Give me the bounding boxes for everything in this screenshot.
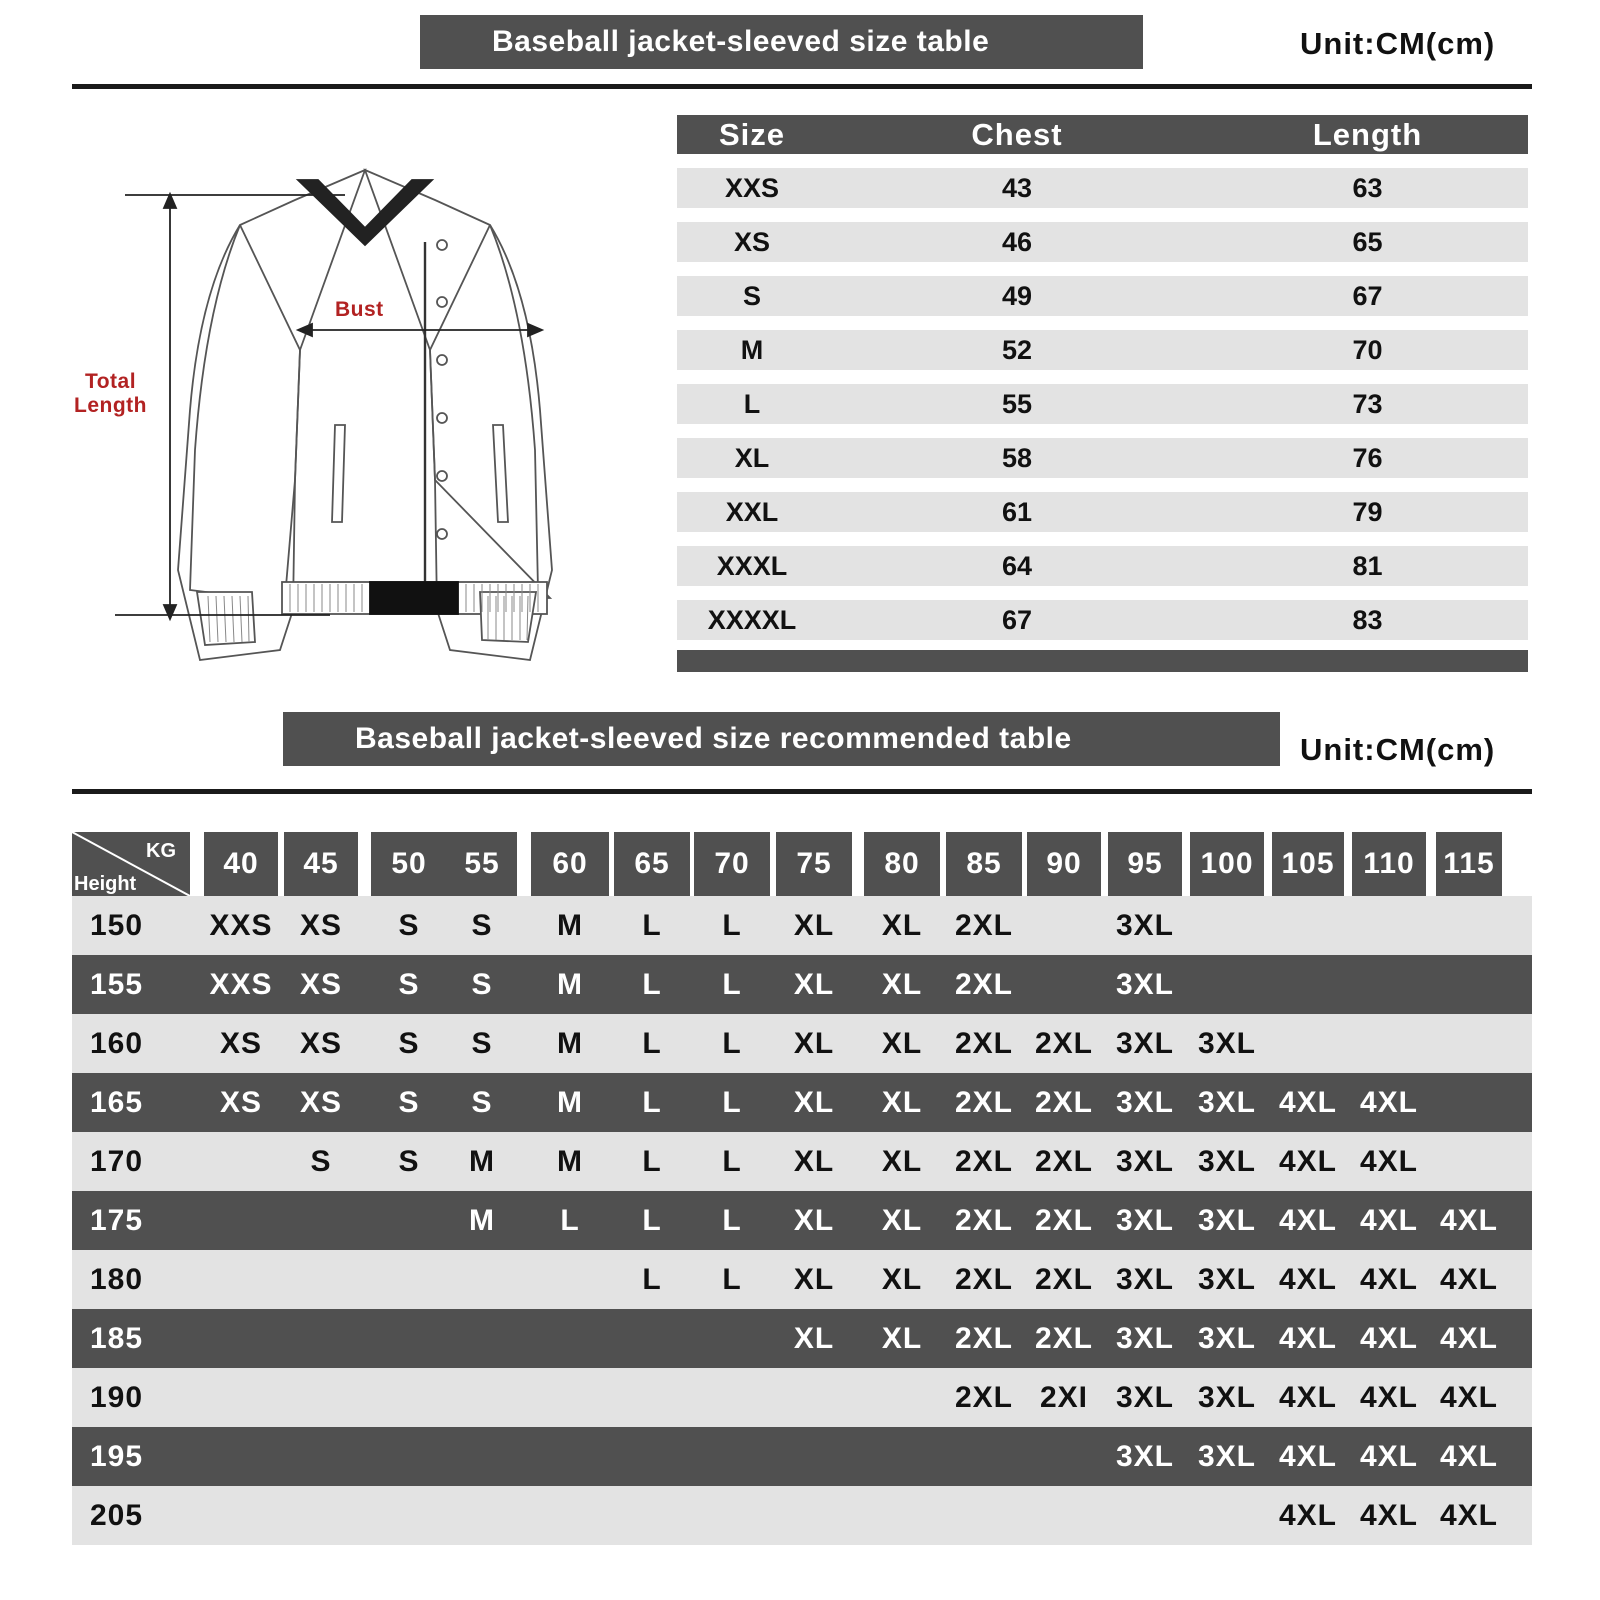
height-row <box>72 1191 1532 1250</box>
recommended-size-cell <box>612 1486 692 1545</box>
recommended-size-cell <box>612 1427 692 1486</box>
recommended-size-cell <box>1024 1427 1104 1486</box>
jacket-measurement-diagram <box>60 150 670 675</box>
length-header: Length <box>1312 116 1423 152</box>
recommended-size-cell: 4XL <box>1439 1498 1499 1532</box>
recommended-size-cell <box>1024 1486 1104 1545</box>
height-value: 150 <box>90 908 144 942</box>
recommended-size-cell: L <box>642 1144 662 1178</box>
height-value: 190 <box>90 1380 144 1414</box>
recommend-table-title: Baseball jacket-sleeved size recommended table <box>355 722 1072 755</box>
height-value: 175 <box>90 1203 144 1237</box>
height-row <box>72 1486 1532 1545</box>
size-table-row <box>677 546 1528 586</box>
recommended-size-cell: L <box>642 967 662 1001</box>
weight-header-cell: 90 <box>1027 832 1101 896</box>
recommended-size-cell <box>442 1250 522 1309</box>
recommended-size-cell: 2XL <box>1034 1085 1094 1119</box>
recommended-size-cell: 4XL <box>1439 1439 1499 1473</box>
recommended-size-cell: 2XL <box>954 1203 1014 1237</box>
middle-divider <box>72 789 1532 794</box>
recommended-size-cell: 4XL <box>1278 1203 1338 1237</box>
size-table-row <box>677 492 1528 532</box>
recommended-size-cell <box>281 1191 361 1250</box>
height-row <box>72 955 1532 1014</box>
recommended-size-cell <box>281 1427 361 1486</box>
recommended-size-cell: 3XL <box>1115 1144 1175 1178</box>
recommend-table-title-banner <box>283 712 1280 766</box>
recommended-size-cell: XL <box>881 908 923 942</box>
recommended-size-cell: M <box>557 1144 583 1178</box>
total-length-label <box>74 370 147 418</box>
recommended-size-cell <box>442 1309 522 1368</box>
recommended-size-cell: 2XL <box>954 1026 1014 1060</box>
chest-cell: 55 <box>1001 388 1033 419</box>
length-cell: 63 <box>1352 172 1383 203</box>
recommended-size-cell <box>774 1486 854 1545</box>
recommended-size-cell <box>774 1368 854 1427</box>
recommended-size-cell <box>692 1309 772 1368</box>
height-row <box>72 1427 1532 1486</box>
recommended-size-cell: S <box>398 967 420 1001</box>
length-cell: 70 <box>1352 334 1383 365</box>
size-table-unit: Unit:CM(cm) <box>1300 26 1496 61</box>
recommended-size-cell <box>1429 896 1509 955</box>
recommended-size-cell: L <box>722 1085 742 1119</box>
recommended-size-cell <box>201 1191 281 1250</box>
recommended-size-cell: 2XL <box>954 908 1014 942</box>
recommended-size-cell <box>281 1486 361 1545</box>
recommended-size-cell: S <box>471 908 493 942</box>
weight-header-cell: 95 <box>1108 832 1182 896</box>
recommended-size-cell: S <box>471 967 493 1001</box>
recommended-size-cell: XL <box>793 1321 835 1355</box>
recommended-size-cell <box>530 1427 610 1486</box>
length-cell: 81 <box>1352 550 1383 581</box>
chest-cell: 46 <box>1001 226 1033 257</box>
recommended-size-cell <box>774 1427 854 1486</box>
size-cell: XL <box>734 442 770 473</box>
grid-corner-cell <box>72 832 190 896</box>
recommended-size-cell: 4XL <box>1278 1144 1338 1178</box>
recommended-size-cell <box>530 1309 610 1368</box>
recommended-size-cell: L <box>642 1262 662 1296</box>
recommended-size-cell <box>201 1250 281 1309</box>
recommended-size-cell: XL <box>793 1203 835 1237</box>
recommended-size-cell: M <box>557 967 583 1001</box>
recommended-size-cell: XS <box>299 967 343 1001</box>
size-table-row <box>677 438 1528 478</box>
length-cell: 83 <box>1352 604 1383 635</box>
height-value: 205 <box>90 1498 144 1532</box>
recommended-size-cell: 4XL <box>1359 1085 1419 1119</box>
recommended-size-cell: 4XL <box>1439 1262 1499 1296</box>
recommended-size-cell: 3XL <box>1197 1026 1257 1060</box>
height-value: 170 <box>90 1144 144 1178</box>
weight-header-cell: 100 <box>1190 832 1264 896</box>
recommended-size-cell: L <box>722 1203 742 1237</box>
recommended-size-cell <box>1024 955 1104 1014</box>
recommended-size-cell: L <box>722 1026 742 1060</box>
recommended-size-cell <box>1429 1073 1509 1132</box>
size-cell: S <box>742 280 761 311</box>
size-cell: M <box>740 334 764 365</box>
recommended-size-cell: S <box>398 1144 420 1178</box>
recommended-size-cell: 2XL <box>954 1085 1014 1119</box>
recommended-size-cell: XS <box>299 1026 343 1060</box>
recommended-size-cell: 4XL <box>1359 1498 1419 1532</box>
size-table-row <box>677 168 1528 208</box>
recommended-size-cell <box>369 1191 449 1250</box>
recommended-size-cell: XL <box>881 967 923 1001</box>
recommended-size-cell: 3XL <box>1115 1026 1175 1060</box>
recommended-size-cell <box>369 1427 449 1486</box>
size-table-header <box>677 115 1528 154</box>
height-value: 180 <box>90 1262 144 1296</box>
weight-header-cell: 75 <box>776 832 852 896</box>
chest-cell: 64 <box>1001 550 1033 581</box>
recommended-size-cell <box>201 1309 281 1368</box>
recommended-size-cell: L <box>722 908 742 942</box>
recommended-size-cell <box>1429 1132 1509 1191</box>
recommended-size-cell <box>369 1486 449 1545</box>
recommended-size-cell <box>442 1368 522 1427</box>
recommended-size-cell: XL <box>881 1085 923 1119</box>
size-table-row <box>677 276 1528 316</box>
weight-header-cell: 115 <box>1436 832 1502 896</box>
top-divider <box>72 84 1532 89</box>
recommended-size-cell: 3XL <box>1197 1144 1257 1178</box>
recommended-size-cell: 4XL <box>1278 1380 1338 1414</box>
recommended-size-cell: S <box>471 1026 493 1060</box>
recommended-size-cell: L <box>642 1203 662 1237</box>
recommended-size-cell: 4XL <box>1359 1144 1419 1178</box>
weight-header-cell: 40 <box>204 832 278 896</box>
recommended-size-cell <box>201 1427 281 1486</box>
recommended-size-cell: 3XL <box>1197 1380 1257 1414</box>
height-value: 165 <box>90 1085 144 1119</box>
length-cell: 79 <box>1352 496 1383 527</box>
recommended-size-cell: XL <box>793 1144 835 1178</box>
height-value: 195 <box>90 1439 144 1473</box>
total-length-label-line1: Total <box>84 370 137 393</box>
recommended-size-cell <box>1349 1014 1429 1073</box>
recommended-size-cell: 3XL <box>1115 967 1175 1001</box>
recommended-size-cell: S <box>398 1026 420 1060</box>
recommended-size-cell: XS <box>299 908 343 942</box>
size-table-row <box>677 600 1528 640</box>
size-table-title: Baseball jacket-sleeved size table <box>492 25 990 58</box>
recommended-size-cell <box>1268 896 1348 955</box>
recommended-size-cell: XL <box>881 1203 923 1237</box>
recommended-size-cell: 3XL <box>1115 1380 1175 1414</box>
recommended-size-cell: 2XL <box>954 1144 1014 1178</box>
recommended-size-cell: 3XL <box>1115 1085 1175 1119</box>
recommended-size-cell: L <box>560 1203 580 1237</box>
size-header: Size <box>718 116 786 152</box>
recommended-size-cell: 4XL <box>1278 1439 1338 1473</box>
length-cell: 65 <box>1352 226 1383 257</box>
size-table-body <box>677 168 1528 640</box>
recommended-size-cell: 4XL <box>1359 1321 1419 1355</box>
recommended-size-cell <box>369 1309 449 1368</box>
recommended-size-cell: XXS <box>209 908 273 942</box>
recommended-size-cell: 3XL <box>1115 1262 1175 1296</box>
length-cell: 76 <box>1352 442 1383 473</box>
height-row <box>72 1132 1532 1191</box>
recommended-size-cell: 4XL <box>1278 1262 1338 1296</box>
recommended-size-cell: 3XL <box>1197 1262 1257 1296</box>
recommended-size-cell <box>1349 955 1429 1014</box>
recommended-size-cell <box>1187 896 1267 955</box>
size-table-footer-bar <box>677 650 1528 672</box>
recommended-size-cell <box>442 1486 522 1545</box>
recommended-size-cell <box>862 1486 942 1545</box>
height-row <box>72 896 1532 955</box>
recommended-size-cell: L <box>642 908 662 942</box>
size-table-row <box>677 384 1528 424</box>
recommended-size-cell <box>1105 1486 1185 1545</box>
recommended-size-cell: M <box>557 1026 583 1060</box>
recommended-size-cell: 4XL <box>1278 1498 1338 1532</box>
recommended-size-cell <box>612 1368 692 1427</box>
recommended-size-cell: L <box>642 1085 662 1119</box>
recommended-size-cell <box>369 1368 449 1427</box>
weight-header-cell: 85 <box>946 832 1022 896</box>
chest-cell: 43 <box>1001 172 1033 203</box>
recommended-size-cell: 3XL <box>1197 1321 1257 1355</box>
height-row <box>72 1250 1532 1309</box>
chest-cell: 49 <box>1001 280 1033 311</box>
height-row <box>72 1073 1532 1132</box>
recommended-size-cell: 3XL <box>1115 908 1175 942</box>
height-axis-label: Height <box>74 873 137 895</box>
size-cell: XXL <box>725 496 779 527</box>
recommended-size-cell: XL <box>881 1026 923 1060</box>
recommended-size-cell: 2XL <box>1034 1144 1094 1178</box>
recommended-size-cell <box>1187 955 1267 1014</box>
recommended-size-cell: L <box>722 967 742 1001</box>
recommended-size-cell <box>281 1309 361 1368</box>
recommended-size-cell <box>530 1486 610 1545</box>
recommended-size-cell: 3XL <box>1197 1439 1257 1473</box>
height-value: 160 <box>90 1026 144 1060</box>
recommended-size-cell: XL <box>793 1026 835 1060</box>
size-cell: XXXL <box>716 550 788 581</box>
height-value: 185 <box>90 1321 144 1355</box>
recommended-size-cell: 3XL <box>1197 1085 1257 1119</box>
recommend-grid-body <box>72 896 1532 1545</box>
recommended-size-cell <box>692 1368 772 1427</box>
recommended-size-cell: 3XL <box>1197 1203 1257 1237</box>
recommended-size-cell: S <box>398 908 420 942</box>
recommended-size-cell <box>1268 955 1348 1014</box>
recommended-size-cell: M <box>469 1144 495 1178</box>
jacket-outline-drawing <box>60 150 670 670</box>
recommended-size-cell: L <box>722 1262 742 1296</box>
recommended-size-cell: L <box>642 1026 662 1060</box>
recommended-size-cell: 2XL <box>1034 1026 1094 1060</box>
recommended-size-cell <box>369 1250 449 1309</box>
recommended-size-cell: S <box>310 1144 332 1178</box>
bust-label: Bust <box>335 298 384 321</box>
chest-header: Chest <box>971 116 1063 152</box>
size-table-title-banner <box>420 15 1143 69</box>
recommended-size-cell <box>442 1427 522 1486</box>
recommended-size-cell <box>692 1427 772 1486</box>
chest-cell: 52 <box>1001 334 1033 365</box>
size-table-row <box>677 330 1528 370</box>
recommended-size-cell <box>281 1250 361 1309</box>
recommended-size-cell: 4XL <box>1359 1262 1419 1296</box>
recommended-size-cell: XXS <box>209 967 273 1001</box>
weight-header-cell: 70 <box>694 832 770 896</box>
recommended-size-cell <box>612 1309 692 1368</box>
recommended-size-cell <box>944 1427 1024 1486</box>
recommended-size-cell: XL <box>793 1085 835 1119</box>
weight-header-cell: 65 <box>614 832 690 896</box>
recommended-size-cell: XL <box>881 1144 923 1178</box>
chest-cell: 61 <box>1001 496 1033 527</box>
recommended-size-cell <box>1349 896 1429 955</box>
recommended-size-cell <box>862 1427 942 1486</box>
size-cell: XXS <box>724 172 780 203</box>
recommended-size-cell: XL <box>881 1321 923 1355</box>
weight-header-cell: 55 <box>447 832 517 896</box>
recommended-size-cell: XS <box>219 1085 263 1119</box>
recommended-size-cell: 2XI <box>1039 1380 1089 1414</box>
recommended-size-cell: XL <box>793 908 835 942</box>
length-cell: 73 <box>1352 388 1383 419</box>
recommended-size-cell: 4XL <box>1359 1380 1419 1414</box>
total-length-label-line2: Length <box>74 394 147 417</box>
weight-axis-label: KG <box>146 840 176 862</box>
recommended-size-cell: XL <box>881 1262 923 1296</box>
length-cell: 67 <box>1352 280 1383 311</box>
weight-header-cell: 45 <box>284 832 358 896</box>
recommended-size-cell <box>692 1486 772 1545</box>
recommended-size-cell <box>201 1368 281 1427</box>
recommended-size-cell: 4XL <box>1359 1203 1419 1237</box>
height-row <box>72 1309 1532 1368</box>
size-cell: XXXXL <box>707 604 797 635</box>
recommended-size-cell <box>944 1486 1024 1545</box>
recommended-size-cell: 4XL <box>1359 1439 1419 1473</box>
recommended-size-cell: L <box>722 1144 742 1178</box>
recommended-size-cell <box>530 1368 610 1427</box>
weight-header-cell: 50 <box>371 832 447 896</box>
recommended-size-cell: M <box>557 1085 583 1119</box>
recommended-size-cell <box>1268 1014 1348 1073</box>
height-value: 155 <box>90 967 144 1001</box>
recommended-size-cell: XS <box>299 1085 343 1119</box>
recommended-size-cell: 2XL <box>1034 1321 1094 1355</box>
recommended-size-cell <box>530 1250 610 1309</box>
recommended-size-cell <box>1187 1486 1267 1545</box>
recommended-size-cell: 2XL <box>954 967 1014 1001</box>
recommended-size-cell <box>201 1132 281 1191</box>
weight-header-cell: 110 <box>1352 832 1426 896</box>
weight-header-cell: 60 <box>531 832 609 896</box>
recommended-size-cell: M <box>557 908 583 942</box>
recommended-size-cell: 2XL <box>954 1380 1014 1414</box>
recommended-size-cell: 2XL <box>1034 1262 1094 1296</box>
recommended-size-cell: 3XL <box>1115 1203 1175 1237</box>
chest-cell: 67 <box>1001 604 1033 635</box>
recommended-size-cell: 4XL <box>1278 1085 1338 1119</box>
size-cell: XS <box>733 226 771 257</box>
recommended-size-cell <box>1429 1014 1509 1073</box>
size-table-row <box>677 222 1528 262</box>
recommended-size-cell: 4XL <box>1439 1203 1499 1237</box>
size-cell: L <box>743 388 761 419</box>
recommended-size-cell: M <box>469 1203 495 1237</box>
recommended-size-cell: XL <box>793 967 835 1001</box>
height-row <box>72 1014 1532 1073</box>
recommended-size-cell: 4XL <box>1439 1321 1499 1355</box>
recommended-size-cell: 4XL <box>1439 1380 1499 1414</box>
weight-header-row <box>72 832 1532 896</box>
recommend-size-grid <box>72 832 1532 1545</box>
chest-cell: 58 <box>1001 442 1033 473</box>
recommended-size-cell <box>862 1368 942 1427</box>
recommended-size-cell: 4XL <box>1278 1321 1338 1355</box>
recommended-size-cell: 3XL <box>1115 1439 1175 1473</box>
recommended-size-cell <box>281 1368 361 1427</box>
recommended-size-cell <box>1024 896 1104 955</box>
recommended-size-cell: S <box>398 1085 420 1119</box>
recommended-size-cell <box>201 1486 281 1545</box>
recommended-size-cell: 2XL <box>1034 1203 1094 1237</box>
recommend-table-unit: Unit:CM(cm) <box>1300 732 1496 767</box>
recommended-size-cell: S <box>471 1085 493 1119</box>
recommended-size-cell: 2XL <box>954 1262 1014 1296</box>
weight-header-cell: 105 <box>1272 832 1344 896</box>
recommended-size-cell: XL <box>793 1262 835 1296</box>
recommended-size-cell: XS <box>219 1026 263 1060</box>
recommended-size-cell <box>1429 955 1509 1014</box>
recommended-size-cell: 3XL <box>1115 1321 1175 1355</box>
recommended-size-cell: 2XL <box>954 1321 1014 1355</box>
size-table <box>677 115 1528 672</box>
height-row <box>72 1368 1532 1427</box>
weight-header-cell: 80 <box>864 832 940 896</box>
